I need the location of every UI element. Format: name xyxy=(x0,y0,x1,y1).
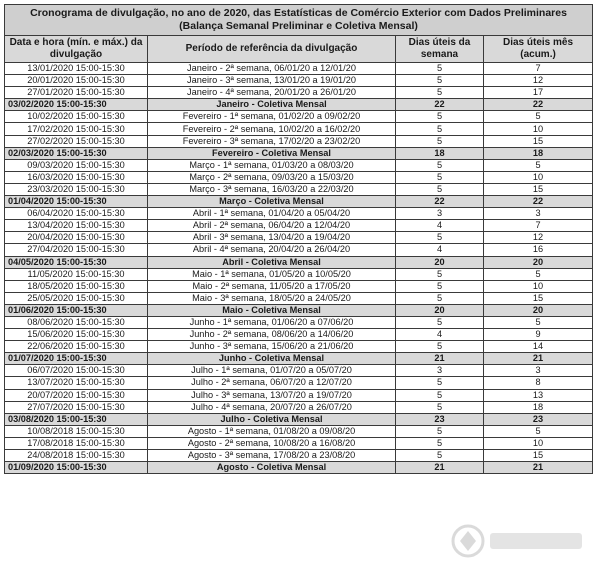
table-row xyxy=(5,280,593,292)
cell-period: Fevereiro - Coletiva Mensal xyxy=(148,147,396,159)
cell-week-days: 5 xyxy=(396,123,484,135)
cell-month-days: 22 xyxy=(484,99,593,111)
cell-period: Agosto - Coletiva Mensal xyxy=(148,462,396,474)
cell-month-days: 16 xyxy=(484,244,593,256)
cell-week-days: 5 xyxy=(396,75,484,87)
cell-date: 10/02/2020 15:00-15:30 xyxy=(5,111,148,123)
cell-week-days: 5 xyxy=(396,341,484,353)
cell-week-days: 5 xyxy=(396,63,484,75)
cell-period: Agosto - 2ª semana, 10/08/20 a 16/08/20 xyxy=(148,437,396,449)
cell-date: 27/07/2020 15:00-15:30 xyxy=(5,401,148,413)
cell-month-days: 10 xyxy=(484,437,593,449)
cell-period: Junho - 1ª semana, 01/06/20 a 07/06/20 xyxy=(148,316,396,328)
table-row xyxy=(5,437,593,449)
cell-date: 08/06/2020 15:00-15:30 xyxy=(5,316,148,328)
table-row xyxy=(5,377,593,389)
cell-week-days: 5 xyxy=(396,87,484,99)
cell-period: Março - Coletiva Mensal xyxy=(148,196,396,208)
cell-date: 25/05/2020 15:00-15:30 xyxy=(5,292,148,304)
cell-period: Maio - 2ª semana, 11/05/20 a 17/05/20 xyxy=(148,280,396,292)
monthly-summary-row xyxy=(5,353,593,365)
cell-date: 27/04/2020 15:00-15:30 xyxy=(5,244,148,256)
cell-period: Agosto - 1ª semana, 01/08/20 a 09/08/20 xyxy=(148,425,396,437)
cell-month-days: 3 xyxy=(484,208,593,220)
cell-month-days: 10 xyxy=(484,123,593,135)
cell-period: Março - 2ª semana, 09/03/20 a 15/03/20 xyxy=(148,171,396,183)
cell-date: 03/08/2020 15:00-15:30 xyxy=(5,413,148,425)
cell-week-days: 5 xyxy=(396,450,484,462)
cell-week-days: 5 xyxy=(396,401,484,413)
cell-period: Maio - Coletiva Mensal xyxy=(148,304,396,316)
cell-date: 24/08/2018 15:00-15:30 xyxy=(5,450,148,462)
header-period: Período de referência da divulgação xyxy=(148,36,396,63)
cell-period: Janeiro - 4ª semana, 20/01/20 a 26/01/20 xyxy=(148,87,396,99)
cell-month-days: 15 xyxy=(484,292,593,304)
cell-date: 09/03/2020 15:00-15:30 xyxy=(5,159,148,171)
cell-date: 15/06/2020 15:00-15:30 xyxy=(5,329,148,341)
cell-date: 06/04/2020 15:00-15:30 xyxy=(5,208,148,220)
cell-period: Abril - 1ª semana, 01/04/20 a 05/04/20 xyxy=(148,208,396,220)
cell-week-days: 5 xyxy=(396,111,484,123)
cell-month-days: 5 xyxy=(484,268,593,280)
cell-date: 16/03/2020 15:00-15:30 xyxy=(5,171,148,183)
cell-date: 20/04/2020 15:00-15:30 xyxy=(5,232,148,244)
cell-date: 20/01/2020 15:00-15:30 xyxy=(5,75,148,87)
cell-week-days: 20 xyxy=(396,304,484,316)
cell-period: Março - 1ª semana, 01/03/20 a 08/03/20 xyxy=(148,159,396,171)
cell-week-days: 5 xyxy=(396,389,484,401)
cell-month-days: 17 xyxy=(484,87,593,99)
monthly-summary-row xyxy=(5,413,593,425)
cell-month-days: 9 xyxy=(484,329,593,341)
cell-week-days: 3 xyxy=(396,208,484,220)
cell-week-days: 5 xyxy=(396,135,484,147)
table-row xyxy=(5,450,593,462)
cell-period: Maio - 1ª semana, 01/05/20 a 10/05/20 xyxy=(148,268,396,280)
table-row xyxy=(5,244,593,256)
cell-date: 13/07/2020 15:00-15:30 xyxy=(5,377,148,389)
table-row xyxy=(5,365,593,377)
cell-period: Julho - 4ª semana, 20/07/20 a 26/07/20 xyxy=(148,401,396,413)
cell-date: 22/06/2020 15:00-15:30 xyxy=(5,341,148,353)
cell-week-days: 5 xyxy=(396,268,484,280)
table-row xyxy=(5,220,593,232)
title-row xyxy=(5,5,593,36)
cell-month-days: 21 xyxy=(484,462,593,474)
cell-period: Março - 3ª semana, 16/03/20 a 22/03/20 xyxy=(148,183,396,195)
cell-date: 18/05/2020 15:00-15:30 xyxy=(5,280,148,292)
monthly-summary-row xyxy=(5,196,593,208)
table-row xyxy=(5,123,593,135)
cell-month-days: 10 xyxy=(484,171,593,183)
table-row xyxy=(5,341,593,353)
cell-month-days: 12 xyxy=(484,232,593,244)
table-row xyxy=(5,292,593,304)
cell-week-days: 4 xyxy=(396,220,484,232)
cell-date: 20/07/2020 15:00-15:30 xyxy=(5,389,148,401)
table-row xyxy=(5,425,593,437)
table-row xyxy=(5,208,593,220)
table-row xyxy=(5,159,593,171)
cell-week-days: 21 xyxy=(396,353,484,365)
cell-date: 01/04/2020 15:00-15:30 xyxy=(5,196,148,208)
cell-period: Abril - Coletiva Mensal xyxy=(148,256,396,268)
cell-month-days: 3 xyxy=(484,365,593,377)
monthly-summary-row xyxy=(5,256,593,268)
table-row xyxy=(5,389,593,401)
cell-month-days: 23 xyxy=(484,413,593,425)
table-row xyxy=(5,135,593,147)
cell-month-days: 20 xyxy=(484,256,593,268)
title-line-2: (Balança Semanal Preliminar e Coletiva Mensal) xyxy=(179,20,418,32)
cell-period: Abril - 3ª semana, 13/04/20 a 19/04/20 xyxy=(148,232,396,244)
cell-month-days: 10 xyxy=(484,280,593,292)
header-date: Data e hora (mín. e máx.) da divulgação xyxy=(5,36,148,63)
cell-month-days: 5 xyxy=(484,316,593,328)
cell-period: Agosto - 3ª semana, 17/08/20 a 23/08/20 xyxy=(148,450,396,462)
cell-date: 23/03/2020 15:00-15:30 xyxy=(5,183,148,195)
schedule-document xyxy=(4,4,592,474)
table-row xyxy=(5,171,593,183)
cell-week-days: 23 xyxy=(396,413,484,425)
cell-period: Fevereiro - 3ª semana, 17/02/20 a 23/02/20 xyxy=(148,135,396,147)
cell-week-days: 5 xyxy=(396,437,484,449)
cell-date: 01/07/2020 15:00-15:30 xyxy=(5,353,148,365)
cell-week-days: 5 xyxy=(396,171,484,183)
cell-period: Janeiro - Coletiva Mensal xyxy=(148,99,396,111)
table-row xyxy=(5,183,593,195)
cell-period: Julho - 1ª semana, 01/07/20 a 05/07/20 xyxy=(148,365,396,377)
cell-period: Janeiro - 2ª semana, 06/01/20 a 12/01/20 xyxy=(148,63,396,75)
cell-date: 01/09/2020 15:00-15:30 xyxy=(5,462,148,474)
cell-date: 06/07/2020 15:00-15:30 xyxy=(5,365,148,377)
table-row xyxy=(5,75,593,87)
cell-week-days: 4 xyxy=(396,329,484,341)
cell-date: 11/05/2020 15:00-15:30 xyxy=(5,268,148,280)
monthly-summary-row xyxy=(5,99,593,111)
cell-month-days: 5 xyxy=(484,159,593,171)
cell-period: Julho - 2ª semana, 06/07/20 a 12/07/20 xyxy=(148,377,396,389)
cell-period: Julho - 3ª semana, 13/07/20 a 19/07/20 xyxy=(148,389,396,401)
website-logo-icon xyxy=(450,519,590,563)
cell-week-days: 5 xyxy=(396,425,484,437)
cell-month-days: 5 xyxy=(484,111,593,123)
table-row xyxy=(5,329,593,341)
cell-week-days: 21 xyxy=(396,462,484,474)
table-row xyxy=(5,87,593,99)
cell-date: 02/03/2020 15:00-15:30 xyxy=(5,147,148,159)
cell-month-days: 7 xyxy=(484,220,593,232)
header-week-days: Dias úteis da semana xyxy=(396,36,484,63)
cell-period: Abril - 2ª semana, 06/04/20 a 12/04/20 xyxy=(148,220,396,232)
cell-month-days: 15 xyxy=(484,450,593,462)
cell-period: Maio - 3ª semana, 18/05/20 a 24/05/20 xyxy=(148,292,396,304)
cell-date: 17/08/2018 15:00-15:30 xyxy=(5,437,148,449)
cell-period: Junho - 2ª semana, 08/06/20 a 14/06/20 xyxy=(148,329,396,341)
cell-date: 03/02/2020 15:00-15:30 xyxy=(5,99,148,111)
title-line-1: Cronograma de divulgação, no ano de 2020, das Estatísticas de Comércio Exterior com Dados Preliminares xyxy=(30,7,567,19)
cell-period: Fevereiro - 1ª semana, 01/02/20 a 09/02/20 xyxy=(148,111,396,123)
cell-week-days: 5 xyxy=(396,280,484,292)
cell-month-days: 13 xyxy=(484,389,593,401)
cell-period: Junho - 3ª semana, 15/06/20 a 21/06/20 xyxy=(148,341,396,353)
cell-week-days: 5 xyxy=(396,292,484,304)
cell-week-days: 5 xyxy=(396,377,484,389)
cell-date: 17/02/2020 15:00-15:30 xyxy=(5,123,148,135)
cell-week-days: 5 xyxy=(396,159,484,171)
cell-month-days: 18 xyxy=(484,147,593,159)
table-body xyxy=(5,63,593,474)
cell-month-days: 14 xyxy=(484,341,593,353)
cell-date: 27/02/2020 15:00-15:30 xyxy=(5,135,148,147)
cell-period: Fevereiro - 2ª semana, 10/02/20 a 16/02/20 xyxy=(148,123,396,135)
cell-week-days: 5 xyxy=(396,316,484,328)
cell-week-days: 22 xyxy=(396,196,484,208)
cell-date: 10/08/2018 15:00-15:30 xyxy=(5,425,148,437)
table-row xyxy=(5,268,593,280)
cell-week-days: 18 xyxy=(396,147,484,159)
cell-month-days: 12 xyxy=(484,75,593,87)
cell-month-days: 8 xyxy=(484,377,593,389)
cell-date: 04/05/2020 15:00-15:30 xyxy=(5,256,148,268)
cell-period: Janeiro - 3ª semana, 13/01/20 a 19/01/20 xyxy=(148,75,396,87)
header-month-days: Dias úteis mês (acum.) xyxy=(484,36,593,63)
cell-period: Abril - 4ª semana, 20/04/20 a 26/04/20 xyxy=(148,244,396,256)
table-row xyxy=(5,111,593,123)
table-title xyxy=(5,5,593,36)
cell-date: 13/01/2020 15:00-15:30 xyxy=(5,63,148,75)
cell-month-days: 15 xyxy=(484,183,593,195)
cell-week-days: 5 xyxy=(396,232,484,244)
cell-date: 27/01/2020 15:00-15:30 xyxy=(5,87,148,99)
table-row xyxy=(5,401,593,413)
monthly-summary-row xyxy=(5,462,593,474)
cell-date: 13/04/2020 15:00-15:30 xyxy=(5,220,148,232)
cell-month-days: 18 xyxy=(484,401,593,413)
cell-month-days: 15 xyxy=(484,135,593,147)
cell-month-days: 21 xyxy=(484,353,593,365)
monthly-summary-row xyxy=(5,304,593,316)
cell-month-days: 5 xyxy=(484,425,593,437)
cell-month-days: 20 xyxy=(484,304,593,316)
header-row xyxy=(5,36,593,63)
cell-period: Junho - Coletiva Mensal xyxy=(148,353,396,365)
table-row xyxy=(5,63,593,75)
cell-week-days: 3 xyxy=(396,365,484,377)
table-row xyxy=(5,316,593,328)
cell-week-days: 4 xyxy=(396,244,484,256)
cell-week-days: 20 xyxy=(396,256,484,268)
monthly-summary-row xyxy=(5,147,593,159)
cell-week-days: 22 xyxy=(396,99,484,111)
cell-month-days: 7 xyxy=(484,63,593,75)
schedule-table xyxy=(4,4,593,474)
cell-period: Julho - Coletiva Mensal xyxy=(148,413,396,425)
cell-week-days: 5 xyxy=(396,183,484,195)
cell-month-days: 22 xyxy=(484,196,593,208)
table-row xyxy=(5,232,593,244)
cell-date: 01/06/2020 15:00-15:30 xyxy=(5,304,148,316)
